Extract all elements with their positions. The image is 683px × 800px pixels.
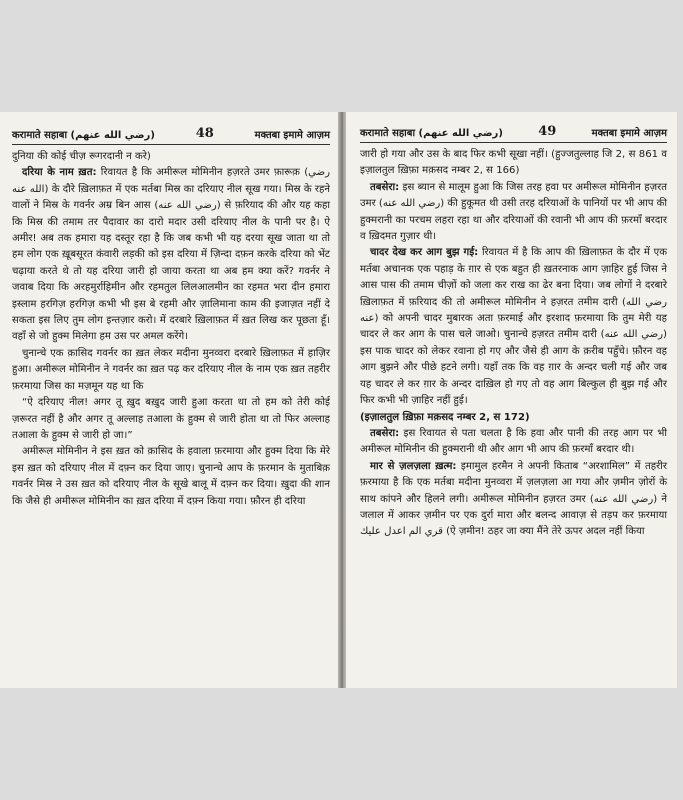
page-header [12,126,330,145]
paragraph: तबसेरा: इस रिवायत से पता चलता है कि हवा और पानी की तरह आग पर भी अमीरूल मोमिनीन की हुक्मरानी थी और आग भी आप की फ़रमाँ बरदार थी। [360,427,667,456]
reference-citation: (इज़ालतुल ख़िफ़ा मक़सद नम्बर 2, स 172) [360,411,530,423]
section-heading: चादर देख कर आग बुझ गई: [370,247,479,259]
header-publisher: मक्तबा इमामे आज़म [254,129,330,141]
page-body [12,149,330,510]
paragraph: चादर देख कर आग बुझ गई: रिवायत में है कि आप की ख़िलाफ़त के दौर में एक मर्तबा अचानक एक पहाड़ के ग़ार से एक बहुत ही ख़तरनाक आग ज़ाहिर हुई जिस ने आस पास की तमाम चीज़ों को जला कर राख का ढेर बना दिया। जब लोगों ने दरबारे ख़िलाफ़त में फ़रियाद की तो अमीरूल मोमिनीन ने हज़रत तमीम दारी (رضي الله عنه) को अपनी चादर मुबारक अता फ़रमाई और इरशाद फ़रमाया कि तुम मेरी यह चादर ले कर आग के पास चले जाओ। चुनान्चे हज़रत तमीम दारी (رضي الله عنه) इस पाक चादर को लेकर रवाना हो गए और जैसे ही आग के क़रीब पहुँचे। फ़ौरन वह आग बुझने और पीछे हटने लगी। यहाँ तक कि वह ग़ार के अन्दर चली गई और जब यह चादर ले कर ग़ार के अन्दर दाख़िल हो गए तो वह आग बिल्कुल ही बुझ गई और फिर कभी भी ज़ाहिर नहीं हुई। [360,247,667,407]
paragraph: चुनान्चे एक क़ासिद गवर्नर का ख़त लेकर मदीना मुनव्वरा दरबारे ख़िलाफ़त में हाज़िर हुआ। अमीरूल मोमिनीन ने गवर्नर का ख़त पढ़ कर दरियाए नील के नाम एक ख़त तहरीर फ़रमाया जिस का मज़मून यह था कि [12,347,330,392]
section-heading: तबसेरा: [370,427,400,439]
paragraph: तबसेरा: इस ब्यान से मालूम हुआ कि जिस तरह हवा पर अमीरूल मोमिनीन हज़रत उमर (رضي الله عنه) की हुकूमत थी उसी तरह दरियाओं के पानियों पर भी आप की हुक्मरानी का परचम लहरा रहा था और दरियाओं की रवानी भी आप की फ़रमाँ बरदार व ख़िदमत गुज़ार थी। [360,181,668,243]
paragraph: दरिया के नाम ख़त: रिवायत है कि अमीरूल मोमिनीन हज़रते उमर फ़ारूक़ (رضي الله عنه) के दौरे ख़िलाफ़त में एक मर्तबा मिस्र का दरियाए नील सूख गया। मिस्र के रहने वालों ने मिस्र के गवर्नर अम्र बिन आस (رضي الله عنه) से फ़रियाद की और यह कहा कि मिस्र की तमाम तर पैदावार का दारो मदार उसी दरियाए नील के पानी पर है। ऐ अमीर! अब तक हमारा यह दस्तूर रहा है कि जब कभी भी यह दरया सूख जाता था तो हम लोग एक ख़ूबसूरत कंवारी लड़की को इस दरिया में ज़िन्दा दफ़न करके दरिया को भेंट चढ़ाया करते थे तो यह दरिया जारी हो जाया करता था अब हम क्या करें? गवर्नर ने जवाब दिया कि अरहमुर्राहिमीन और रहमतुल लिलआलमीन का रहमत भरा दीन हमारा इस्लाम हरगिज़ हरगिज़ कभी भी इस बे रहमी और ज़ालिमाना काम की इजाज़त नहीं दे सकता इस लिए तुम लोग इन्तज़ार करो। में दरबारे ख़िलाफ़त में ख़त लिख कर पूछता हूँ। वहाँ से जो हुक्म मिलेगा हम उस पर अमल करेंगे। [12,167,330,343]
header-book-title: करामाते सहाबा (رضي الله عنهم) [12,129,155,141]
page-number: 49 [538,124,557,139]
page-body [360,147,667,541]
section-heading: तबसेरा: [370,181,400,193]
paragraph: अमीरूल मोमिनीन ने इस ख़त को क़ासिद के हवाला फ़रमाया और हुक्म दिया कि मेरे इस ख़त को दरियाए नील में दफ़्न कर दिया जाए। चुनान्चे आप के फ़रमान के मुताबिक़ गवर्नर मिस्र ने उस ख़त को दरियाए नील के सूखे बालू में दफ़्न कर दिया। ख़ुदा की शान कि जैसे ही अमीरूल मोमिनीन का ख़त दरिया में दफ़्न किया गया। फ़ौरन ही दरिया [12,446,330,507]
header-book-title: करामाते सहाबा (رضي الله عنهم) [360,127,503,139]
right-page [346,112,677,688]
header-publisher: मक्तबा इमामे आज़म [591,127,667,139]
paragraph: मार से ज़लज़ला ख़त्म: इमामुल हरमैन ने अपनी किताब “अरशामिल” में तहरीर फ़रमाया है कि एक मर्तबा मदीना मुनव्वरा में ज़लज़ला आ गया और ज़मीन ज़ोरों के साथ कांपने और हिलने लगी। अमीरूल मोमिनीन हज़रत उमर (رضي الله عنه) ने जलाल में आकर ज़मीन पर एक दुर्रा मारा और बलन्द आवाज़ से तड़प कर फ़रमाया قري الم اعدل عليك (ऐ ज़मीन! ठहर जा क्या मैंने तेरे ऊपर अदल नहीं किया [360,460,668,538]
page-header [360,124,667,143]
page-number: 48 [195,126,214,141]
section-heading: मार से ज़लज़ला ख़त्म: [370,460,457,472]
paragraph: दुनिया की कोई चीज़ रूगरदानी न करे) [12,151,151,162]
section-heading: दरिया के नाम ख़त: [22,167,97,179]
left-page [0,112,338,688]
paragraph: जारी हो गया और उस के बाद फिर कभी सूखा नहीं। (हुज्जतुल्लाह जि 2, स 861 व इज़ालतुल ख़िफ़ा मक़सद नम्बर 2, स 166) [360,149,667,177]
letter-quote: “ऐ दरियाए नील! अगर तू ख़ुद बख़ुद जारी हुआ करता था तो हम को तेरी कोई ज़रूरत नहीं है और अगर तू अल्लाह तआला के हुक्म से जारी होता था तो फिर अल्लाह तआला के हुक्म से जारी हो जा।” [12,397,330,441]
